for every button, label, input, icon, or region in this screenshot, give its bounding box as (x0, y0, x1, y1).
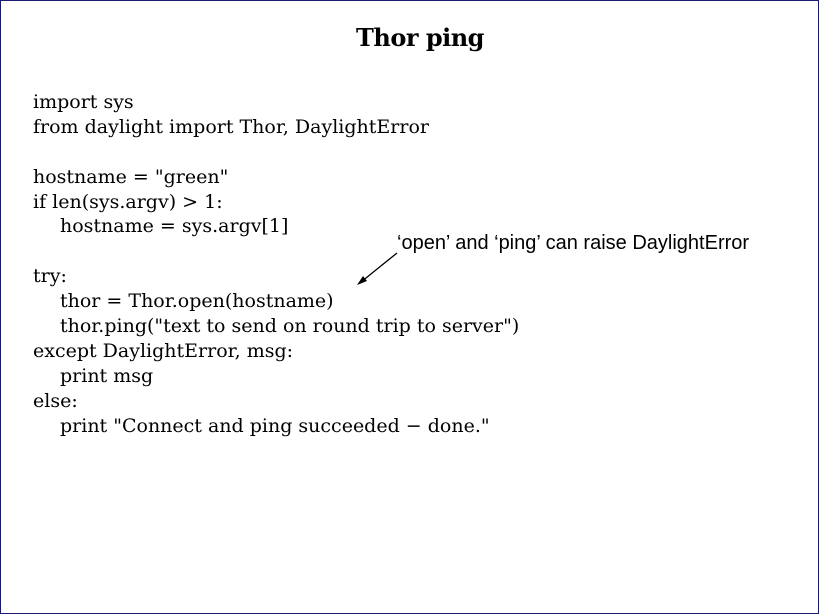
code-line: if len(sys.argv) > 1: (33, 190, 223, 213)
code-line: thor.ping("text to send on round trip to server") (60, 315, 520, 338)
code-line: print "Connect and ping succeeded − done." (60, 414, 490, 437)
code-line: hostname = sys.argv[1] (60, 215, 289, 238)
code-line: thor = Thor.open(hostname) (60, 290, 334, 313)
annotation-arrow-icon (351, 249, 401, 289)
slide-title: Thor ping (356, 23, 484, 52)
annotation-text: ‘open’ and ‘ping’ can raise DaylightError (397, 232, 750, 254)
code-line: hostname = "green" (33, 165, 229, 188)
code-line (33, 140, 519, 165)
code-line: print msg (60, 364, 154, 387)
code-line: try: (33, 265, 67, 288)
code-block (33, 90, 519, 438)
code-line: from daylight import Thor, DaylightError (33, 115, 429, 138)
code-line: import sys (33, 91, 134, 113)
code-line: else: (33, 389, 78, 412)
code-line: except DaylightError, msg: (33, 339, 294, 362)
